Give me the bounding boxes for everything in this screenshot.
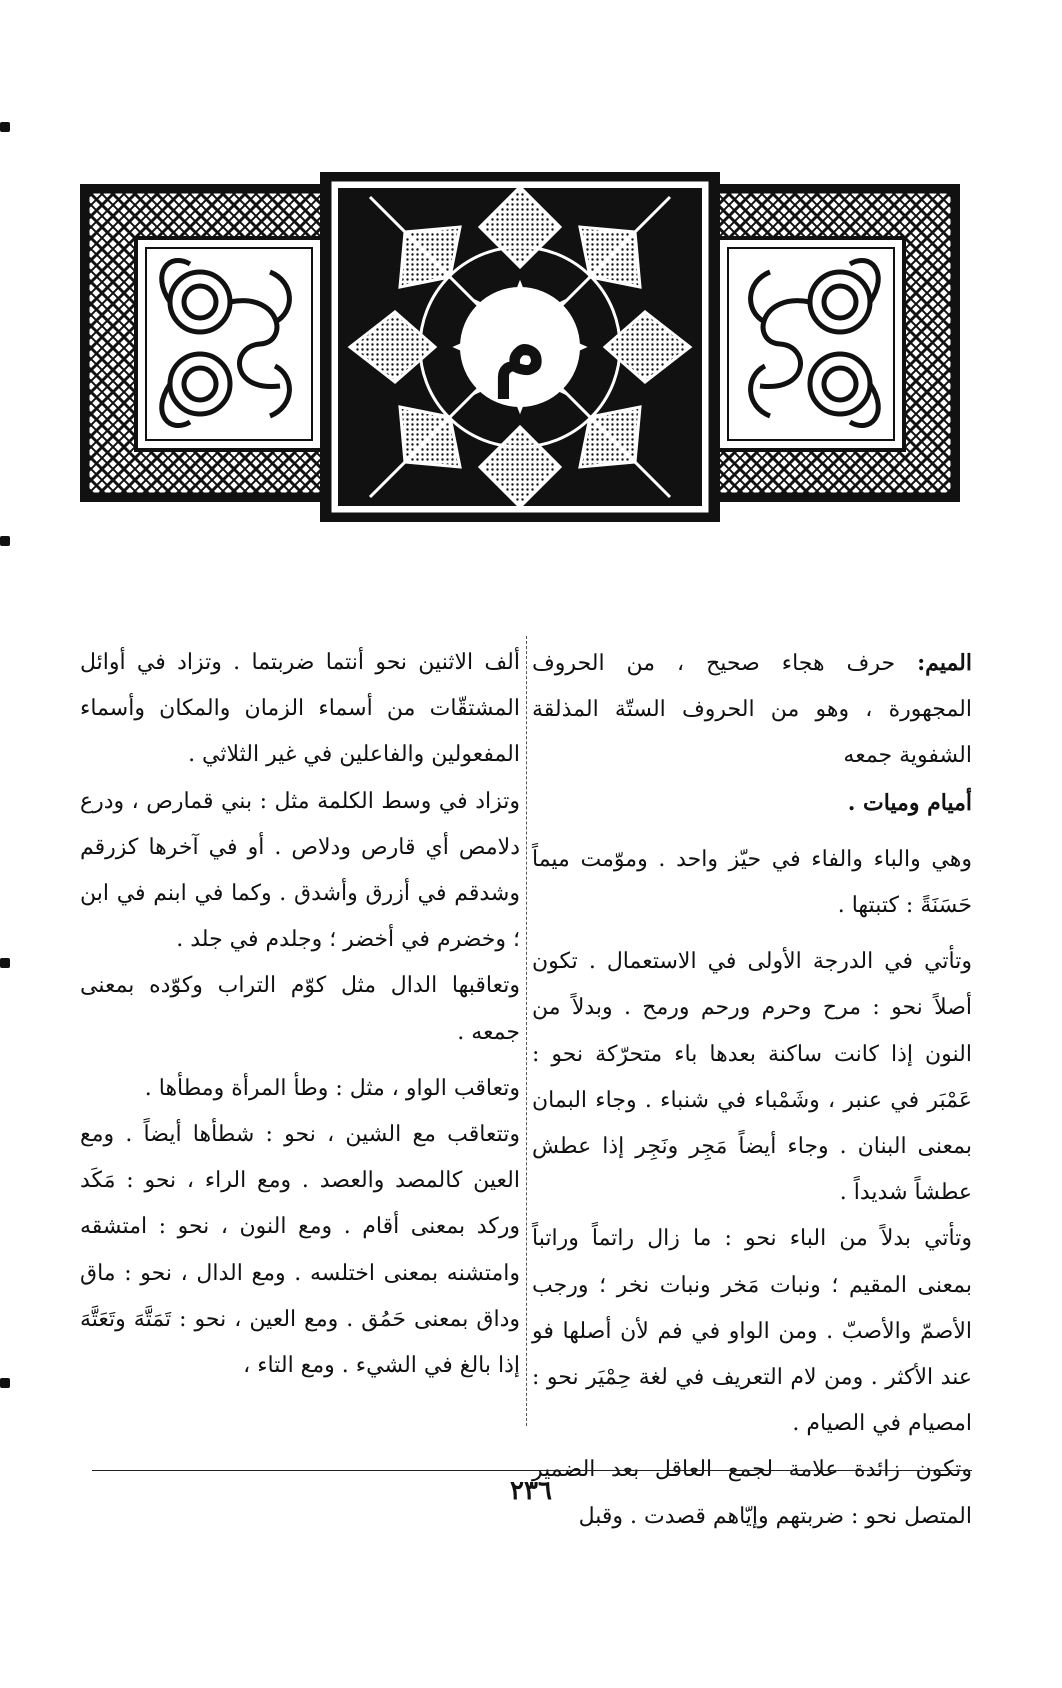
entry-paragraph	[80, 963, 520, 1055]
paragraph-text: وتأتي بدلاً من الباء نحو : ما زال راتماً وراتباً بمعنى المقيم ؛ ونبات مَخر ونبات نخر ؛ ورجب الأصمّ والأصبّ . ومن الواو في فم لأن أصلها فو عند الأكثر . ومن لام التعريف في لغة حِمْيَر نحو : امصيام في الصيام .	[532, 1226, 972, 1437]
column-divider	[526, 636, 527, 1426]
central-star-panel	[320, 172, 720, 522]
right-ornament-panel	[710, 184, 960, 502]
chapter-ornament	[80, 172, 960, 560]
right-column	[532, 640, 972, 1540]
entry-paragraph	[80, 1066, 520, 1112]
paragraph-text: ألف الاثنين نحو أنتما ضربتما . وتزاد في أوائل المشتقّات من أسماء الزمان والمكان وأسماء المفعولين والفاعلين في غير الثلاثي .	[80, 650, 520, 768]
paragraph-text: وهي والباء والفاء في حيّز واحد . وموّمت ميماً حَسَنَةً : كتبتها .	[532, 846, 972, 919]
paragraph-text: وتعاقبها الدال مثل كوّم التراب وكوّده بمعنى جمعه .	[80, 973, 520, 1045]
entry-paragraph	[80, 779, 520, 964]
footer-rule	[92, 1470, 972, 1471]
paragraph-text: وتتعاقب مع الشين ، نحو : شطأها أيضاً . ومع العين كالمصد والعصد . ومع الراء ، نحو : مَكَد وركد بمعنى أقام . ومع النون ، نحو : امتشقه وامتشنه بمعنى اختلسه . ومع الدال ، نحو : ماق وداق بمعنى حَمُق . ومع العين ، نحو : تَمَتَّهَ وتَعَتَّهَ إذا بالغ في الشيء . ومع التاء ،	[80, 1122, 520, 1379]
entry-paragraph	[532, 780, 972, 827]
scan-edge-mark	[0, 1378, 10, 1388]
page-number: ٢٣٦	[510, 1476, 552, 1506]
scan-edge-mark	[0, 536, 10, 546]
entry-paragraph	[80, 1112, 520, 1389]
left-column	[80, 640, 520, 1389]
paragraph-text: وتعاقب الواو ، مثل : وطأ المرأة ومطأها .	[144, 1075, 520, 1101]
entry-paragraph	[80, 640, 520, 779]
paragraph-text: وتزاد في وسط الكلمة مثل : بني قمارص ، ودرع دلامص أي قارص ودلاص . أو في آخرها كزرقم وشدقم في أزرق وأشدق . وكما في ابنم في ابن ؛ وخضرم في أخضر ؛ وجلدم في جلد .	[80, 788, 520, 953]
paragraph-text: وتكون زائدة علامة لجمع العاقل بعد الضمير المتصل نحو : ضربتهم وإيّاهم قصدت . وقبل	[532, 1457, 972, 1529]
left-ornament-panel	[80, 184, 330, 502]
scan-edge-mark	[0, 958, 10, 968]
entry-paragraph	[532, 1216, 972, 1447]
entry-paragraph	[532, 939, 972, 1216]
entry-paragraph	[532, 640, 972, 780]
scan-edge-mark	[0, 122, 10, 132]
plural-forms: أميام وميات .	[847, 789, 972, 816]
paragraph-text: وتأتي في الدرجة الأولى في الاستعمال . تكون أصلاً نحو : مرح وحرم ورحم ورمح . وبدلاً من النون إذا كانت ساكنة بعدها باء متحرّكة نحو : عَمْبَر في عنبر ، وشَمْباء في شنباء . وجاء البمان بمعنى البنان . وجاء أيضاً مَجِر ونَجِر إذا عطش عطشاً شديداً .	[532, 949, 973, 1206]
paragraph-text: حرف هجاء صحيح ، من الحروف المجهورة ، وهو من الحروف الستّة المذلقة الشفوية جمعه	[532, 651, 972, 769]
chapter-letter: م	[493, 297, 547, 398]
entry-paragraph	[532, 837, 972, 929]
headword: الميم:	[917, 650, 972, 676]
